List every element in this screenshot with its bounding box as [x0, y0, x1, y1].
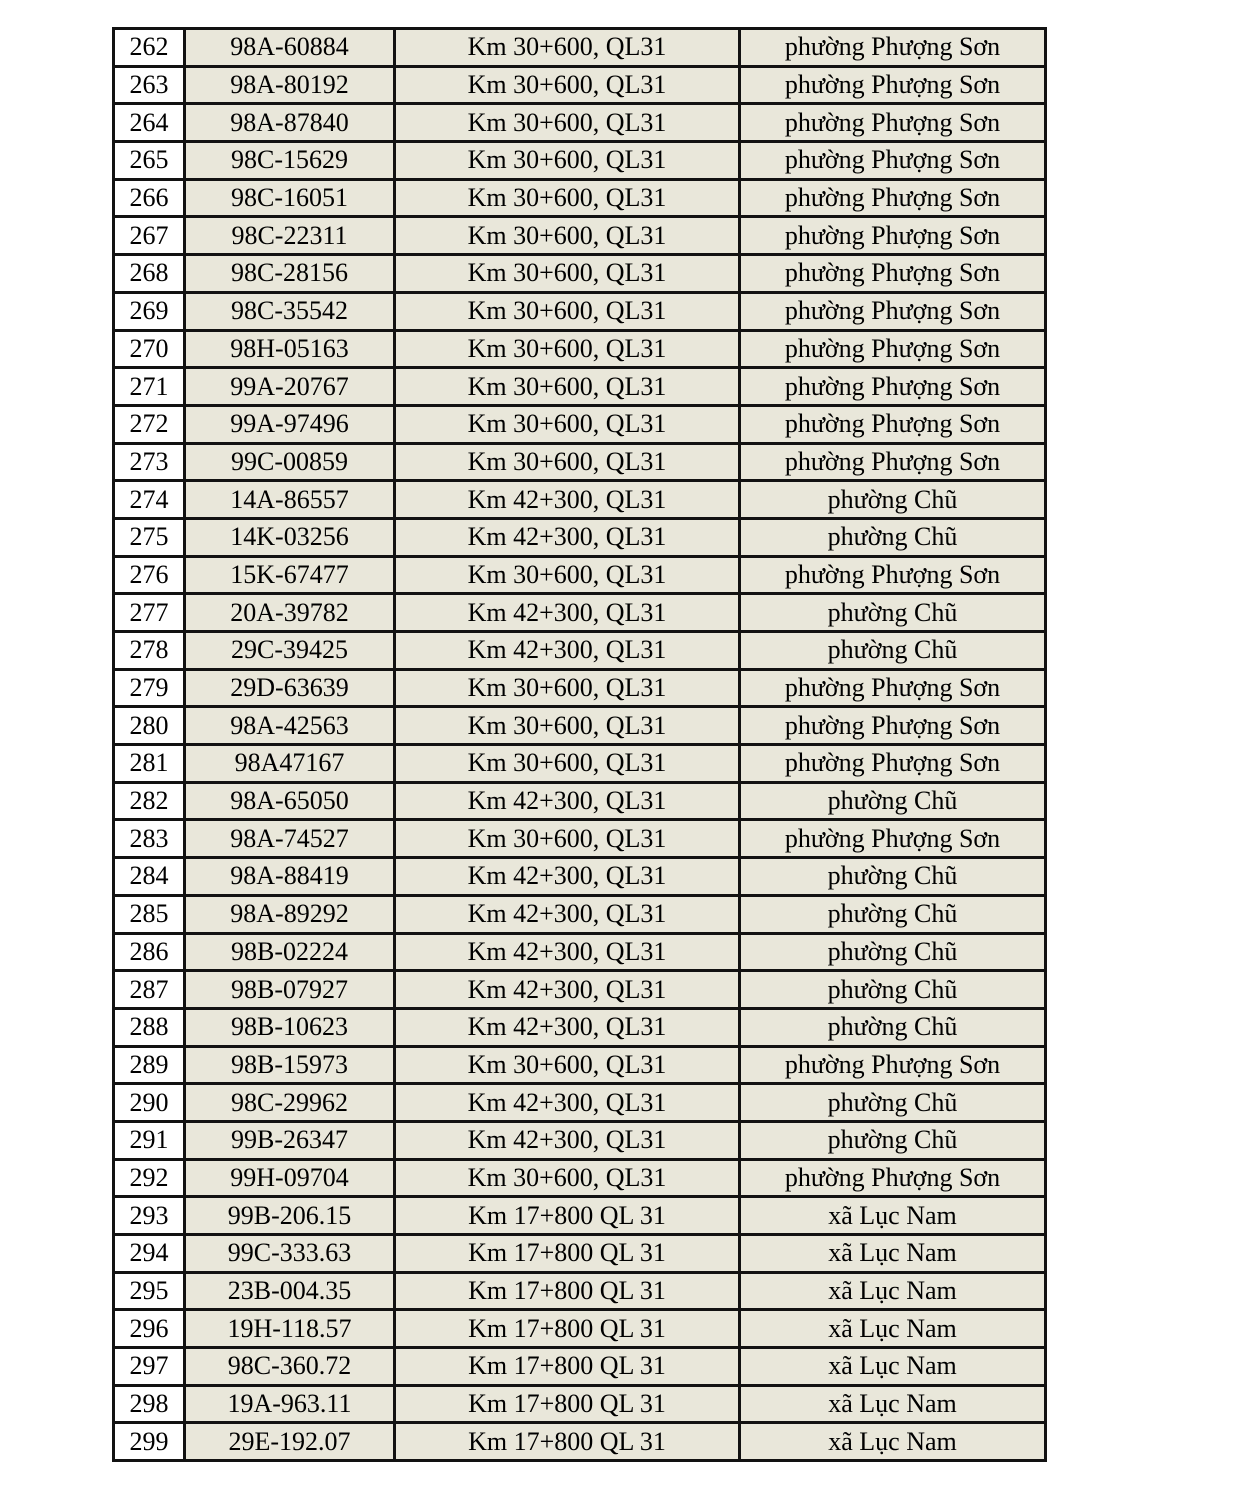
ward-cell: phường Phượng Sơn: [740, 669, 1046, 707]
row-number-cell: 294: [114, 1235, 185, 1273]
location-cell: Km 17+800 QL 31: [395, 1348, 740, 1386]
ward-cell: phường Phượng Sơn: [740, 29, 1046, 67]
location-cell: Km 42+300, QL31: [395, 1084, 740, 1122]
table-row: [114, 669, 1046, 707]
table-row: [114, 1348, 1046, 1386]
location-cell: Km 30+600, QL31: [395, 745, 740, 783]
row-number-cell: 296: [114, 1310, 185, 1348]
table-row: [114, 443, 1046, 481]
table-row: [114, 1046, 1046, 1084]
plate-cell: 98A-87840: [185, 104, 395, 142]
plate-cell: 23B-004.35: [185, 1272, 395, 1310]
plate-cell: 15K-67477: [185, 556, 395, 594]
location-cell: Km 17+800 QL 31: [395, 1385, 740, 1423]
table-row: [114, 895, 1046, 933]
table-row: [114, 104, 1046, 142]
ward-cell: xã Lục Nam: [740, 1272, 1046, 1310]
plate-cell: 99B-26347: [185, 1121, 395, 1159]
location-cell: Km 42+300, QL31: [395, 1121, 740, 1159]
row-number-cell: 275: [114, 518, 185, 556]
location-cell: Km 30+600, QL31: [395, 217, 740, 255]
ward-cell: phường Chũ: [740, 1084, 1046, 1122]
ward-cell: phường Phượng Sơn: [740, 142, 1046, 180]
row-number-cell: 268: [114, 255, 185, 293]
row-number-cell: 279: [114, 669, 185, 707]
plate-cell: 29E-192.07: [185, 1423, 395, 1461]
table-row: [114, 1159, 1046, 1197]
row-number-cell: 276: [114, 556, 185, 594]
row-number-cell: 297: [114, 1348, 185, 1386]
ward-cell: phường Phượng Sơn: [740, 405, 1046, 443]
ward-cell: phường Chũ: [740, 971, 1046, 1009]
table-row: [114, 29, 1046, 67]
plate-cell: 98C-35542: [185, 292, 395, 330]
location-cell: Km 17+800 QL 31: [395, 1423, 740, 1461]
location-cell: Km 30+600, QL31: [395, 330, 740, 368]
table-row: [114, 1121, 1046, 1159]
plate-cell: 98B-10623: [185, 1008, 395, 1046]
plate-cell: 14K-03256: [185, 518, 395, 556]
table-row: [114, 1197, 1046, 1235]
table-row: [114, 179, 1046, 217]
plate-cell: 99A-97496: [185, 405, 395, 443]
ward-cell: phường Chũ: [740, 632, 1046, 670]
location-cell: Km 17+800 QL 31: [395, 1310, 740, 1348]
table-row: [114, 1084, 1046, 1122]
location-cell: Km 30+600, QL31: [395, 255, 740, 293]
row-number-cell: 291: [114, 1121, 185, 1159]
table-row: [114, 1423, 1046, 1461]
table-row: [114, 1385, 1046, 1423]
location-cell: Km 17+800 QL 31: [395, 1235, 740, 1273]
table-row: [114, 292, 1046, 330]
ward-cell: xã Lục Nam: [740, 1348, 1046, 1386]
row-number-cell: 293: [114, 1197, 185, 1235]
row-number-cell: 289: [114, 1046, 185, 1084]
location-cell: Km 42+300, QL31: [395, 481, 740, 519]
row-number-cell: 278: [114, 632, 185, 670]
ward-cell: phường Phượng Sơn: [740, 217, 1046, 255]
plate-cell: 98A47167: [185, 745, 395, 783]
location-cell: Km 30+600, QL31: [395, 142, 740, 180]
ward-cell: xã Lục Nam: [740, 1423, 1046, 1461]
location-cell: Km 30+600, QL31: [395, 707, 740, 745]
table-row: [114, 330, 1046, 368]
plate-cell: 98B-15973: [185, 1046, 395, 1084]
plate-cell: 98A-60884: [185, 29, 395, 67]
plate-cell: 98A-88419: [185, 858, 395, 896]
ward-cell: phường Chũ: [740, 1008, 1046, 1046]
ward-cell: phường Chũ: [740, 481, 1046, 519]
table-row: [114, 368, 1046, 406]
table-row: [114, 481, 1046, 519]
table-row: [114, 782, 1046, 820]
row-number-cell: 262: [114, 29, 185, 67]
location-cell: Km 30+600, QL31: [395, 368, 740, 406]
row-number-cell: 273: [114, 443, 185, 481]
ward-cell: phường Phượng Sơn: [740, 820, 1046, 858]
plate-cell: 99H-09704: [185, 1159, 395, 1197]
ward-cell: xã Lục Nam: [740, 1385, 1046, 1423]
row-number-cell: 292: [114, 1159, 185, 1197]
ward-cell: phường Chũ: [740, 858, 1046, 896]
table-row: [114, 858, 1046, 896]
location-cell: Km 42+300, QL31: [395, 632, 740, 670]
row-number-cell: 288: [114, 1008, 185, 1046]
plate-cell: 99B-206.15: [185, 1197, 395, 1235]
table-row: [114, 1272, 1046, 1310]
plate-cell: 19A-963.11: [185, 1385, 395, 1423]
table-row: [114, 255, 1046, 293]
location-cell: Km 30+600, QL31: [395, 66, 740, 104]
row-number-cell: 283: [114, 820, 185, 858]
location-cell: Km 30+600, QL31: [395, 29, 740, 67]
table-row: [114, 594, 1046, 632]
row-number-cell: 286: [114, 933, 185, 971]
row-number-cell: 272: [114, 405, 185, 443]
ward-cell: xã Lục Nam: [740, 1235, 1046, 1273]
row-number-cell: 282: [114, 782, 185, 820]
location-cell: Km 30+600, QL31: [395, 292, 740, 330]
table-row: [114, 518, 1046, 556]
location-cell: Km 30+600, QL31: [395, 1046, 740, 1084]
ward-cell: phường Chũ: [740, 594, 1046, 632]
ward-cell: phường Phượng Sơn: [740, 745, 1046, 783]
ward-cell: phường Phượng Sơn: [740, 1159, 1046, 1197]
table-row: [114, 1310, 1046, 1348]
ward-cell: phường Chũ: [740, 518, 1046, 556]
location-cell: Km 30+600, QL31: [395, 443, 740, 481]
location-cell: Km 42+300, QL31: [395, 594, 740, 632]
location-cell: Km 30+600, QL31: [395, 1159, 740, 1197]
ward-cell: phường Phượng Sơn: [740, 556, 1046, 594]
vehicle-plate-table-body: [114, 29, 1046, 1461]
row-number-cell: 281: [114, 745, 185, 783]
ward-cell: phường Phượng Sơn: [740, 368, 1046, 406]
row-number-cell: 270: [114, 330, 185, 368]
plate-cell: 29D-63639: [185, 669, 395, 707]
row-number-cell: 277: [114, 594, 185, 632]
row-number-cell: 299: [114, 1423, 185, 1461]
location-cell: Km 42+300, QL31: [395, 518, 740, 556]
row-number-cell: 269: [114, 292, 185, 330]
plate-cell: 14A-86557: [185, 481, 395, 519]
table-row: [114, 66, 1046, 104]
table-row: [114, 556, 1046, 594]
ward-cell: phường Phượng Sơn: [740, 330, 1046, 368]
row-number-cell: 284: [114, 858, 185, 896]
plate-cell: 98A-74527: [185, 820, 395, 858]
row-number-cell: 287: [114, 971, 185, 1009]
row-number-cell: 298: [114, 1385, 185, 1423]
plate-cell: 98A-89292: [185, 895, 395, 933]
row-number-cell: 263: [114, 66, 185, 104]
table-row: [114, 217, 1046, 255]
ward-cell: xã Lục Nam: [740, 1197, 1046, 1235]
ward-cell: phường Phượng Sơn: [740, 66, 1046, 104]
location-cell: Km 42+300, QL31: [395, 971, 740, 1009]
plate-cell: 98C-15629: [185, 142, 395, 180]
row-number-cell: 280: [114, 707, 185, 745]
table-row: [114, 745, 1046, 783]
plate-cell: 19H-118.57: [185, 1310, 395, 1348]
location-cell: Km 30+600, QL31: [395, 669, 740, 707]
plate-cell: 98A-42563: [185, 707, 395, 745]
ward-cell: phường Chũ: [740, 933, 1046, 971]
location-cell: Km 17+800 QL 31: [395, 1197, 740, 1235]
location-cell: Km 42+300, QL31: [395, 1008, 740, 1046]
ward-cell: phường Phượng Sơn: [740, 292, 1046, 330]
ward-cell: phường Phượng Sơn: [740, 443, 1046, 481]
plate-cell: 98A-65050: [185, 782, 395, 820]
plate-cell: 98C-22311: [185, 217, 395, 255]
plate-cell: 29C-39425: [185, 632, 395, 670]
table-row: [114, 1235, 1046, 1273]
location-cell: Km 42+300, QL31: [395, 782, 740, 820]
plate-cell: 99A-20767: [185, 368, 395, 406]
ward-cell: phường Phượng Sơn: [740, 707, 1046, 745]
plate-cell: 99C-00859: [185, 443, 395, 481]
plate-cell: 98C-29962: [185, 1084, 395, 1122]
table-row: [114, 971, 1046, 1009]
plate-cell: 98B-02224: [185, 933, 395, 971]
plate-cell: 20A-39782: [185, 594, 395, 632]
row-number-cell: 267: [114, 217, 185, 255]
plate-cell: 98H-05163: [185, 330, 395, 368]
location-cell: Km 42+300, QL31: [395, 858, 740, 896]
plate-cell: 98C-28156: [185, 255, 395, 293]
row-number-cell: 290: [114, 1084, 185, 1122]
row-number-cell: 264: [114, 104, 185, 142]
row-number-cell: 271: [114, 368, 185, 406]
table-row: [114, 933, 1046, 971]
plate-cell: 98C-360.72: [185, 1348, 395, 1386]
ward-cell: phường Phượng Sơn: [740, 1046, 1046, 1084]
ward-cell: phường Phượng Sơn: [740, 104, 1046, 142]
ward-cell: phường Chũ: [740, 782, 1046, 820]
row-number-cell: 265: [114, 142, 185, 180]
location-cell: Km 30+600, QL31: [395, 556, 740, 594]
row-number-cell: 295: [114, 1272, 185, 1310]
table-row: [114, 142, 1046, 180]
row-number-cell: 274: [114, 481, 185, 519]
ward-cell: phường Chũ: [740, 895, 1046, 933]
plate-cell: 98B-07927: [185, 971, 395, 1009]
ward-cell: xã Lục Nam: [740, 1310, 1046, 1348]
location-cell: Km 30+600, QL31: [395, 405, 740, 443]
row-number-cell: 266: [114, 179, 185, 217]
table-row: [114, 820, 1046, 858]
ward-cell: phường Chũ: [740, 1121, 1046, 1159]
location-cell: Km 30+600, QL31: [395, 820, 740, 858]
location-cell: Km 17+800 QL 31: [395, 1272, 740, 1310]
location-cell: Km 42+300, QL31: [395, 895, 740, 933]
location-cell: Km 30+600, QL31: [395, 179, 740, 217]
table-row: [114, 405, 1046, 443]
ward-cell: phường Phượng Sơn: [740, 179, 1046, 217]
table-row: [114, 1008, 1046, 1046]
plate-cell: 98C-16051: [185, 179, 395, 217]
table-row: [114, 632, 1046, 670]
location-cell: Km 30+600, QL31: [395, 104, 740, 142]
vehicle-plate-table: [112, 27, 1047, 1462]
ward-cell: phường Phượng Sơn: [740, 255, 1046, 293]
row-number-cell: 285: [114, 895, 185, 933]
location-cell: Km 42+300, QL31: [395, 933, 740, 971]
plate-cell: 98A-80192: [185, 66, 395, 104]
table-row: [114, 707, 1046, 745]
plate-cell: 99C-333.63: [185, 1235, 395, 1273]
